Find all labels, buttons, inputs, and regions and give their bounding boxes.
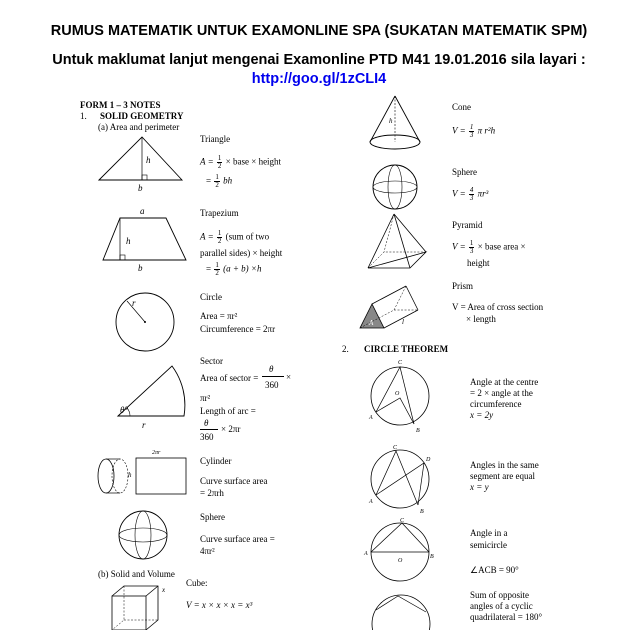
sector-area-label: Area of sector = — [200, 373, 259, 383]
ct3-line3: ∠ACB = 90° — [470, 565, 519, 575]
pyramid-figure — [364, 212, 434, 274]
sphere-volume-figure — [370, 162, 420, 212]
ct2-line2: segment are equal — [470, 471, 535, 481]
prism-formula-2: × length — [466, 314, 496, 324]
trapezium-formula-1b: parallel sides) × height — [200, 248, 283, 258]
prism-title: Prism — [452, 281, 474, 291]
ct3-line1: Angle in a — [470, 528, 508, 538]
trapezium-label-h: h — [126, 236, 131, 246]
info-text: Untuk maklumat lanjut mengenai Examonline PTD M41 19.01.2016 sila layari : — [52, 52, 586, 68]
svg-text:A: A — [369, 415, 373, 421]
sector-theta-numerator: θ — [269, 364, 274, 374]
sphere-volume-formula: V = $\frac{4}{3}$ πr³ — [452, 186, 489, 202]
sector-arc-formula: × 2πr — [221, 424, 241, 434]
trapezium-figure — [100, 216, 190, 266]
sphere-volume-title: Sphere — [452, 167, 477, 177]
cylinder-figure — [90, 452, 190, 504]
cylinder-label-h: h — [128, 471, 132, 479]
section2-number: 2. — [342, 344, 349, 354]
triangle-formula-2: = $\frac{1}{2}$ bh — [206, 173, 233, 189]
circle-theorem-3-figure — [364, 518, 436, 584]
svg-text:B: B — [430, 554, 434, 560]
cone-title: Cone — [452, 102, 471, 112]
trapezium-formula-1: A = $\frac{1}{2}$ (sum of two — [200, 229, 270, 245]
sector-pir2: πr² — [200, 393, 211, 403]
ct3-line2: semicircle — [470, 540, 507, 550]
ct2-line3: x = y — [470, 482, 489, 492]
svg-text:A: A — [369, 499, 373, 505]
sector-label-theta: θ° — [120, 405, 129, 415]
sector-times: × — [286, 372, 292, 382]
sphere-title: Sphere — [200, 512, 225, 522]
cone-label-h: h — [389, 117, 393, 125]
circle-theorem-2-figure — [364, 443, 436, 515]
form-title: FORM 1 – 3 NOTES — [80, 100, 161, 110]
svg-text:C: C — [400, 518, 405, 524]
pyramid-formula: V = $\frac{1}{3}$ × base area × — [452, 239, 526, 255]
ct4-line3: quadrilateral = 180° — [470, 612, 543, 622]
prism-label-A: A — [369, 319, 374, 327]
circle-title: Circle — [200, 292, 222, 302]
ct4-line1: Sum of opposite — [470, 590, 530, 600]
ct1-line4: x = 2y — [470, 410, 494, 420]
sphere-figure — [116, 508, 172, 564]
cone-formula: V = $\frac{1}{3}$ π r²h — [452, 123, 496, 139]
triangle-label-h: h — [146, 155, 151, 165]
cone-figure — [366, 94, 426, 154]
sector-arc-fraction-bar — [200, 429, 218, 430]
section2-title: CIRCLE THEOREM — [364, 344, 449, 354]
svg-text:A: A — [364, 551, 368, 557]
pyramid-title: Pyramid — [452, 220, 483, 230]
subsection-a: (a) Area and perimeter — [98, 122, 180, 132]
triangle-label-b: b — [138, 183, 143, 193]
ct1-line3: circumference — [470, 399, 522, 409]
subsection-b: (b) Solid and Volume — [98, 569, 175, 579]
sector-title: Sector — [200, 356, 223, 366]
triangle-formula-1: A = $\frac{1}{2}$ × base × height — [200, 154, 282, 170]
sector-arc-label: Length of arc = — [200, 406, 256, 416]
circle-circumference: Circumference = 2πr — [200, 324, 276, 334]
prism-label-l: l — [402, 318, 404, 326]
section1-title: SOLID GEOMETRY — [100, 111, 184, 121]
sector-fraction-bar — [262, 376, 284, 377]
cylinder-title: Cylinder — [200, 456, 232, 466]
sector-arc-theta: θ — [204, 418, 209, 428]
cube-figure — [108, 582, 168, 630]
cylinder-formula-1: Curve surface area — [200, 476, 268, 486]
circle-area: Area = πr² — [200, 311, 238, 321]
info-link[interactable]: http://goo.gl/1zCLI4 — [251, 71, 387, 87]
trapezium-formula-2: = $\frac{1}{2}$ (a + b) ×h — [206, 261, 262, 277]
pyramid-formula-height: height — [467, 258, 490, 268]
trapezium-label-a: a — [140, 206, 145, 216]
circle-theorem-1-figure — [364, 358, 436, 438]
circle-figure — [112, 290, 182, 356]
prism-figure — [356, 282, 436, 332]
svg-text:D: D — [426, 457, 431, 463]
sphere-formula-1: Curve surface area = — [200, 534, 275, 544]
cube-title: Cube: — [186, 578, 208, 588]
triangle-title: Triangle — [200, 134, 231, 144]
cylinder-formula-2: = 2πrh — [200, 488, 224, 498]
trapezium-label-b: b — [138, 263, 143, 273]
circle-label-r: r — [132, 298, 136, 308]
ct1-line2: = 2 × angle at the — [470, 388, 533, 398]
ct4-line2: angles of a cyclic — [470, 601, 533, 611]
ct1-line1: Angle at the centre — [470, 377, 539, 387]
trapezium-title: Trapezium — [200, 208, 239, 218]
svg-text:B: B — [420, 509, 424, 515]
page-title: RUMUS MATEMATIK UNTUK EXAMONLINE SPA (SUKATAN MATEMATIK SPM) — [50, 23, 588, 39]
sector-label-r: r — [142, 420, 146, 430]
svg-text:O: O — [395, 391, 400, 397]
svg-text:O: O — [398, 558, 403, 564]
prism-formula-1: V = Area of cross section — [452, 302, 544, 312]
ct2-line1: Angles in the same — [470, 460, 539, 470]
cube-formula: V = x × x × x = x³ — [186, 600, 253, 610]
svg-text:C: C — [393, 445, 398, 451]
circle-theorem-4-figure — [366, 590, 436, 630]
cube-label-x: x — [162, 586, 166, 594]
sphere-formula-2: 4πr² — [200, 546, 215, 556]
cylinder-label-2pir: 2πr — [152, 450, 161, 456]
section1-number: 1. — [80, 111, 87, 121]
sector-denominator: 360 — [265, 380, 279, 390]
sector-arc-denominator: 360 — [200, 432, 214, 442]
svg-text:B: B — [416, 428, 420, 434]
svg-text:C: C — [398, 360, 403, 366]
